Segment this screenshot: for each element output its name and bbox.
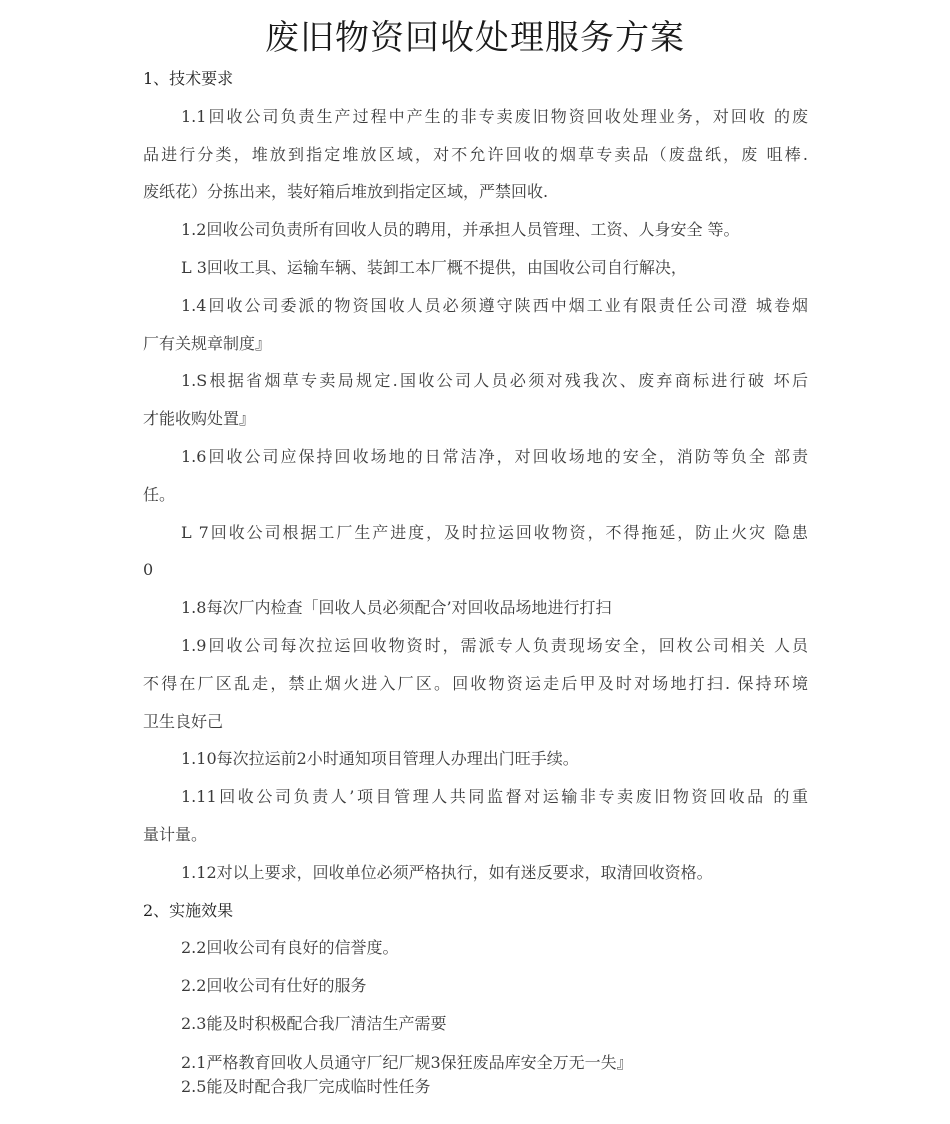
paragraph-line: 不得在厂区乱走，禁止烟火进入厂区。回收物资运走后甲及时对场地打扫. 保持环境 — [143, 673, 808, 693]
list-item: 2.2回收公司有仕好的服务 — [181, 976, 367, 996]
paragraph-line: 1.8每次厂内检查「回收人员必须配合’对回收品场地进行打扫 — [181, 598, 612, 618]
paragraph-line: 1.9回收公司每次拉运回收物资时，需派专人负责现场安全，回枚公司相关 人员 — [181, 635, 808, 655]
paragraph-line: 1.4回收公司委派的物资国收人员必须遵守陕西中烟工业有限责任公司澄 城卷烟 — [181, 295, 808, 315]
paragraph-line: 1.10每次拉运前2小时通知项目管理人办理出门旺手续。 — [181, 749, 579, 769]
paragraph-line: 1.1回收公司负责生产过程中产生的非专卖废旧物资回收处理业务，对回收 的废 — [181, 106, 808, 126]
paragraph-line: 1.6回收公司应保持回收场地的日常洁净，对回收场地的安全，消防等负全 部责 — [181, 446, 808, 466]
paragraph-line: 厂有关规章制度』 — [143, 333, 272, 353]
paragraph-line: 1.12对以上要求，回收单位必须严格执行，如有迷反要求，取清回收资格。 — [181, 862, 713, 882]
paragraph-line: L 7回收公司根据工厂生产进度，及时拉运回收物资，不得拖延，防止火灾 隐患 — [181, 522, 808, 542]
document-title: 废旧物资回收处理服务方案 — [265, 18, 685, 58]
list-item: 2.1严格教育回收人员通守厂纪厂规3保狂废品库安全万无一失』 — [181, 1052, 633, 1072]
paragraph-line: 量计量。 — [143, 824, 208, 844]
document-body — [143, 60, 808, 1099]
list-item: 2.2回收公司有良好的信誉度。 — [181, 938, 399, 958]
section-heading-technical-requirements: 1、技术要求 — [143, 69, 234, 88]
paragraph-line: 才能收购处置』 — [143, 409, 256, 429]
section-heading-implementation-effects: 2、实施效果 — [143, 900, 234, 920]
paragraph-line: L 3回收工具、运输车辆、装卸工本厂概不提供，由国收公司自行解决， — [181, 257, 687, 277]
paragraph-line: 任。 — [143, 484, 176, 504]
paragraph-line: 1.2回收公司负责所有回收人员的聘用，并承担人员管理、工资、人身安全 等。 — [181, 220, 740, 240]
paragraph-line: 品进行分类，堆放到指定堆放区域，对不允许回收的烟草专卖品（废盘纸，废 咀棒. — [143, 144, 808, 164]
list-item: 2.3能及时积极配合我厂清洁生产需要 — [181, 1013, 447, 1033]
list-item: 2.5能及时配合我厂完成临时性任务 — [181, 1076, 431, 1096]
paragraph-line: 1.11回收公司负责人’项目管理人共同监督对运输非专卖废旧物资回收品 的重 — [181, 787, 808, 807]
paragraph-line: 0 — [143, 560, 154, 580]
paragraph-line: 卫生良好己 — [143, 711, 224, 731]
paragraph-line: 1.S根据省烟草专卖局规定.国收公司人员必须对残我次、废弃商标进行破 坏后 — [181, 371, 808, 391]
paragraph-line: 废纸花）分拣出来，装好箱后堆放到指定区域，严禁回收. — [143, 182, 549, 202]
